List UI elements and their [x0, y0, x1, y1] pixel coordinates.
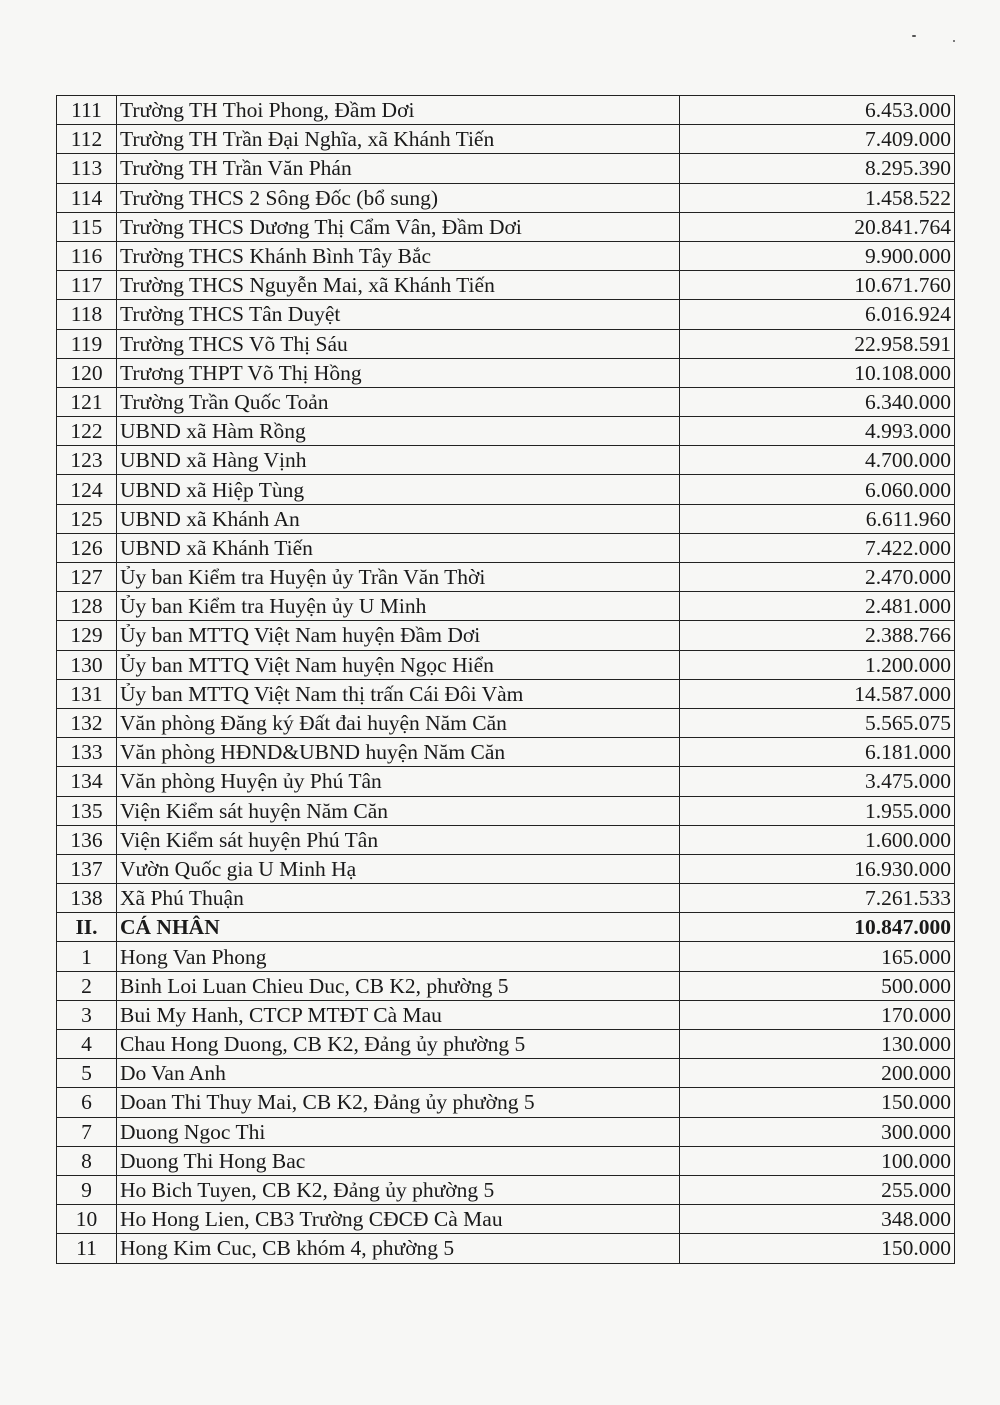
- row-number: 116: [57, 241, 117, 270]
- table-row: [57, 329, 955, 358]
- row-number: 10: [57, 1205, 117, 1234]
- table-row: [57, 154, 955, 183]
- table-row: [57, 1117, 955, 1146]
- donor-name: Trường THCS Võ Thị Sáu: [117, 329, 680, 358]
- row-number: 3: [57, 1000, 117, 1029]
- row-number: 112: [57, 125, 117, 154]
- table-row: [57, 504, 955, 533]
- donor-name: Xã Phú Thuận: [117, 884, 680, 913]
- row-number: 138: [57, 884, 117, 913]
- donor-name: Ho Bich Tuyen, CB K2, Đảng ủy phường 5: [117, 1175, 680, 1204]
- donor-name: Chau Hong Duong, CB K2, Đảng ủy phường 5: [117, 1030, 680, 1059]
- donation-amount: 10.671.760: [680, 271, 955, 300]
- donation-amount: 8.295.390: [680, 154, 955, 183]
- table-row: [57, 738, 955, 767]
- table-row: [57, 708, 955, 737]
- row-number: 5: [57, 1059, 117, 1088]
- donation-amount: 4.700.000: [680, 446, 955, 475]
- donation-amount: 7.261.533: [680, 884, 955, 913]
- donor-name: Ủy ban Kiểm tra Huyện ủy U Minh: [117, 592, 680, 621]
- donor-name: UBND xã Khánh An: [117, 504, 680, 533]
- table-row: [57, 650, 955, 679]
- donation-table: [56, 95, 955, 1264]
- donation-amount: 6.611.960: [680, 504, 955, 533]
- donor-name: Trường THCS 2 Sông Đốc (bổ sung): [117, 183, 680, 212]
- table-row: [57, 854, 955, 883]
- donor-name: Trường TH Trần Văn Phán: [117, 154, 680, 183]
- row-number: 122: [57, 417, 117, 446]
- row-number: 118: [57, 300, 117, 329]
- donation-amount: 7.422.000: [680, 533, 955, 562]
- donation-amount: 10.847.000: [680, 913, 955, 942]
- table-row: [57, 1059, 955, 1088]
- row-number: 114: [57, 183, 117, 212]
- scan-speck: [912, 35, 916, 37]
- donor-name: Viện Kiểm sát huyện Phú Tân: [117, 825, 680, 854]
- table-row: [57, 1175, 955, 1204]
- donor-name: Trường THCS Tân Duyệt: [117, 300, 680, 329]
- donor-name: Trường TH Trần Đại Nghĩa, xã Khánh Tiến: [117, 125, 680, 154]
- table-row: [57, 417, 955, 446]
- donor-name: Văn phòng Đăng ký Đất đai huyện Năm Căn: [117, 708, 680, 737]
- donor-name: Doan Thi Thuy Mai, CB K2, Đảng ủy phường 5: [117, 1088, 680, 1117]
- donation-amount: 20.841.764: [680, 212, 955, 241]
- table-row: [57, 621, 955, 650]
- donor-name: UBND xã Khánh Tiến: [117, 533, 680, 562]
- donation-amount: 6.060.000: [680, 475, 955, 504]
- row-number: 129: [57, 621, 117, 650]
- donation-amount: 130.000: [680, 1030, 955, 1059]
- donation-amount: 22.958.591: [680, 329, 955, 358]
- donation-table-body: [57, 96, 955, 1264]
- donation-amount: 1.600.000: [680, 825, 955, 854]
- table-row: [57, 183, 955, 212]
- donation-amount: 2.481.000: [680, 592, 955, 621]
- donor-name: Hong Kim Cuc, CB khóm 4, phường 5: [117, 1234, 680, 1263]
- donor-name: Trường THCS Dương Thị Cẩm Vân, Đầm Dơi: [117, 212, 680, 241]
- row-number: 124: [57, 475, 117, 504]
- table-row: [57, 446, 955, 475]
- row-number: 1: [57, 942, 117, 971]
- row-number: 127: [57, 563, 117, 592]
- row-number: 119: [57, 329, 117, 358]
- row-number: II.: [57, 913, 117, 942]
- donation-amount: 348.000: [680, 1205, 955, 1234]
- donation-amount: 5.565.075: [680, 708, 955, 737]
- table-row: [57, 125, 955, 154]
- table-row: [57, 592, 955, 621]
- scan-speck: [953, 40, 955, 42]
- donor-name: Trường THCS Khánh Bình Tây Bắc: [117, 241, 680, 270]
- row-number: 126: [57, 533, 117, 562]
- table-row: [57, 1088, 955, 1117]
- table-row: [57, 1000, 955, 1029]
- donor-name: Vườn Quốc gia U Minh Hạ: [117, 854, 680, 883]
- donation-amount: 100.000: [680, 1146, 955, 1175]
- row-number: 4: [57, 1030, 117, 1059]
- table-row: [57, 796, 955, 825]
- row-number: 8: [57, 1146, 117, 1175]
- row-number: 121: [57, 387, 117, 416]
- donation-amount: 1.955.000: [680, 796, 955, 825]
- donation-amount: 4.993.000: [680, 417, 955, 446]
- donation-amount: 14.587.000: [680, 679, 955, 708]
- row-number: 6: [57, 1088, 117, 1117]
- row-number: 134: [57, 767, 117, 796]
- donor-name: Ủy ban MTTQ Việt Nam huyện Đầm Dơi: [117, 621, 680, 650]
- table-row: [57, 563, 955, 592]
- donor-name: UBND xã Hiệp Tùng: [117, 475, 680, 504]
- donor-name: Hong Van Phong: [117, 942, 680, 971]
- donation-amount: 6.340.000: [680, 387, 955, 416]
- row-number: 132: [57, 708, 117, 737]
- donor-name: Ủy ban MTTQ Việt Nam huyện Ngọc Hiển: [117, 650, 680, 679]
- table-row: [57, 212, 955, 241]
- table-row: [57, 96, 955, 125]
- row-number: 113: [57, 154, 117, 183]
- donor-name: Duong Thi Hong Bac: [117, 1146, 680, 1175]
- donation-amount: 150.000: [680, 1088, 955, 1117]
- donor-name: Trường THCS Nguyễn Mai, xã Khánh Tiến: [117, 271, 680, 300]
- donation-amount: 255.000: [680, 1175, 955, 1204]
- donor-name: Văn phòng HĐND&UBND huyện Năm Căn: [117, 738, 680, 767]
- row-number: 137: [57, 854, 117, 883]
- donation-amount: 6.181.000: [680, 738, 955, 767]
- donation-amount: 150.000: [680, 1234, 955, 1263]
- table-row: [57, 1205, 955, 1234]
- donor-name: UBND xã Hàng Vịnh: [117, 446, 680, 475]
- donor-name: Trường Trần Quốc Toản: [117, 387, 680, 416]
- donor-name: UBND xã Hàm Rồng: [117, 417, 680, 446]
- row-number: 115: [57, 212, 117, 241]
- donation-amount: 500.000: [680, 971, 955, 1000]
- table-row: [57, 971, 955, 1000]
- table-row: [57, 825, 955, 854]
- donation-amount: 7.409.000: [680, 125, 955, 154]
- row-number: 111: [57, 96, 117, 125]
- donation-amount: 6.453.000: [680, 96, 955, 125]
- donor-name: Viện Kiểm sát huyện Năm Căn: [117, 796, 680, 825]
- donation-amount: 9.900.000: [680, 241, 955, 270]
- table-row: [57, 767, 955, 796]
- row-number: 11: [57, 1234, 117, 1263]
- donor-name: CÁ NHÂN: [117, 913, 680, 942]
- table-row: [57, 1234, 955, 1263]
- row-number: 117: [57, 271, 117, 300]
- donation-amount: 165.000: [680, 942, 955, 971]
- table-row: [57, 533, 955, 562]
- table-row: [57, 884, 955, 913]
- donor-name: Duong Ngoc Thi: [117, 1117, 680, 1146]
- donation-amount: 2.388.766: [680, 621, 955, 650]
- table-row: [57, 358, 955, 387]
- row-number: 136: [57, 825, 117, 854]
- donor-name: Bui My Hanh, CTCP MTĐT Cà Mau: [117, 1000, 680, 1029]
- donation-amount: 200.000: [680, 1059, 955, 1088]
- table-row: [57, 300, 955, 329]
- table-row: [57, 387, 955, 416]
- row-number: 125: [57, 504, 117, 533]
- table-row: [57, 942, 955, 971]
- row-number: 120: [57, 358, 117, 387]
- donor-name: Do Van Anh: [117, 1059, 680, 1088]
- table-row: [57, 1030, 955, 1059]
- donation-amount: 2.470.000: [680, 563, 955, 592]
- donation-amount: 300.000: [680, 1117, 955, 1146]
- row-number: 135: [57, 796, 117, 825]
- table-row: [57, 1146, 955, 1175]
- donation-amount: 16.930.000: [680, 854, 955, 883]
- donor-name: Ủy ban Kiểm tra Huyện ủy Trần Văn Thời: [117, 563, 680, 592]
- row-number: 130: [57, 650, 117, 679]
- donor-name: Ho Hong Lien, CB3 Trường CĐCĐ Cà Mau: [117, 1205, 680, 1234]
- row-number: 123: [57, 446, 117, 475]
- donor-name: Trương THPT Võ Thị Hồng: [117, 358, 680, 387]
- donor-name: Ủy ban MTTQ Việt Nam thị trấn Cái Đôi Vàm: [117, 679, 680, 708]
- table-row: [57, 475, 955, 504]
- section-row: [57, 913, 955, 942]
- donor-name: Văn phòng Huyện ủy Phú Tân: [117, 767, 680, 796]
- row-number: 133: [57, 738, 117, 767]
- row-number: 9: [57, 1175, 117, 1204]
- table-row: [57, 241, 955, 270]
- donation-amount: 6.016.924: [680, 300, 955, 329]
- donation-amount: 1.458.522: [680, 183, 955, 212]
- row-number: 7: [57, 1117, 117, 1146]
- row-number: 2: [57, 971, 117, 1000]
- donation-amount: 3.475.000: [680, 767, 955, 796]
- table-row: [57, 271, 955, 300]
- row-number: 128: [57, 592, 117, 621]
- table-row: [57, 679, 955, 708]
- row-number: 131: [57, 679, 117, 708]
- donation-amount: 10.108.000: [680, 358, 955, 387]
- donor-name: Binh Loi Luan Chieu Duc, CB K2, phường 5: [117, 971, 680, 1000]
- donation-amount: 1.200.000: [680, 650, 955, 679]
- donor-name: Trường TH Thoi Phong, Đầm Dơi: [117, 96, 680, 125]
- donation-amount: 170.000: [680, 1000, 955, 1029]
